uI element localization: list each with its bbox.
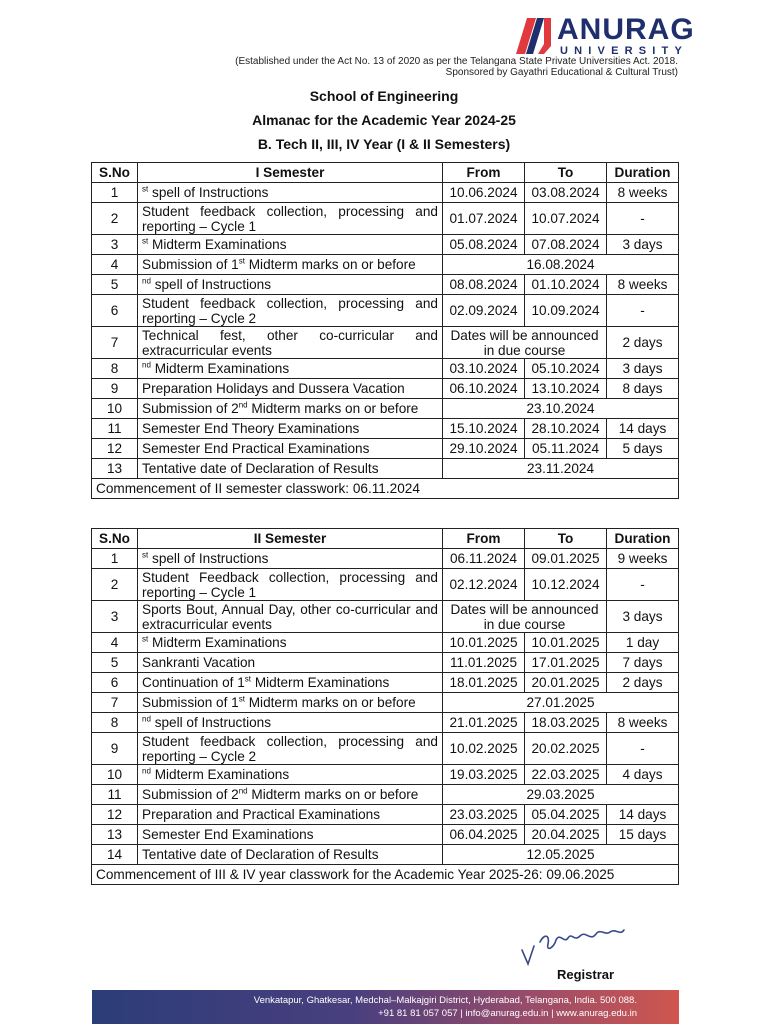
table-row <box>92 765 679 785</box>
row-from: 29.10.2024 <box>443 439 525 459</box>
col-to: To <box>525 529 607 549</box>
row-description: Sankranti Vacation <box>138 653 443 673</box>
row-duration: 8 weeks <box>607 275 679 295</box>
row-from: 19.03.2025 <box>443 765 525 785</box>
row-duration: 8 days <box>607 379 679 399</box>
table-row <box>92 439 679 459</box>
row-sno: 5 <box>92 653 138 673</box>
logo-name: ANURAG <box>557 13 695 46</box>
ordinal-suffix: nd <box>142 276 151 286</box>
footer-address: Venkatapur, Ghatkesar, Medchal–Malkajgiri District, Hyderabad, Telangana, India. 500 088. <box>253 995 637 1006</box>
row-sno: 4 <box>92 633 138 653</box>
desc-text: Midterm marks on or before <box>248 257 416 272</box>
row-duration: 7 days <box>607 653 679 673</box>
established-line: (Established under the Act No. 13 of 2020 as per the Telangana State Private Universities Act. 2018. <box>235 56 678 67</box>
row-to: 20.01.2025 <box>525 673 607 693</box>
table-row <box>92 327 679 359</box>
row-description <box>138 275 443 295</box>
desc-text: spell of Instructions <box>152 551 269 566</box>
establishment-note <box>158 56 678 78</box>
row-from: 06.11.2024 <box>443 549 525 569</box>
row-description <box>138 785 443 805</box>
col-duration: Duration <box>607 163 679 183</box>
ordinal-suffix: st <box>244 674 252 684</box>
semester-2-table <box>91 528 679 885</box>
row-dates-note: Dates will be announced in due course <box>443 327 607 359</box>
row-sno: 8 <box>92 359 138 379</box>
row-sno: 4 <box>92 255 138 275</box>
row-from: 15.10.2024 <box>443 419 525 439</box>
ordinal-suffix: st <box>142 236 149 246</box>
row-description <box>138 255 443 275</box>
ordinal-suffix: nd <box>142 714 151 724</box>
row-from: 11.01.2025 <box>443 653 525 673</box>
row-description: Semester End Examinations <box>138 825 443 845</box>
ordinal-suffix: nd <box>238 400 248 410</box>
semester-1-table <box>91 162 679 499</box>
row-from: 02.09.2024 <box>443 295 525 327</box>
table-row <box>92 459 679 479</box>
table-row <box>92 379 679 399</box>
desc-text: Midterm Examinations <box>254 675 390 690</box>
row-description: Sports Bout, Annual Day, other co-curricular and extracurricular events <box>138 601 443 633</box>
row-duration: - <box>607 569 679 601</box>
row-duration: - <box>607 203 679 235</box>
desc-text: Midterm marks on or before <box>251 787 419 802</box>
table-row <box>92 275 679 295</box>
row-to: 10.07.2024 <box>525 203 607 235</box>
row-date: 16.08.2024 <box>443 255 679 275</box>
desc-text: spell of Instructions <box>154 715 272 730</box>
col-sno: S.No <box>92 163 138 183</box>
row-duration: 2 days <box>607 673 679 693</box>
row-sno: 12 <box>92 439 138 459</box>
logo-sub: UNIVERSITY <box>560 45 689 57</box>
desc-prefix: Continuation of 1 <box>142 675 245 690</box>
desc-text: Midterm Examinations <box>152 237 287 252</box>
desc-prefix: Submission of 1 <box>142 257 239 272</box>
ordinal-suffix: nd <box>142 766 151 776</box>
registrar-signature <box>520 912 670 972</box>
table-row <box>92 633 679 653</box>
table-row <box>92 399 679 419</box>
row-to: 01.10.2024 <box>525 275 607 295</box>
row-date: 23.10.2024 <box>443 399 679 419</box>
table-header-row <box>92 163 679 183</box>
row-description: Preparation and Practical Examinations <box>138 805 443 825</box>
row-sno: 6 <box>92 673 138 693</box>
desc-prefix: Submission of 2 <box>142 401 239 416</box>
ordinal-suffix: st <box>142 634 149 644</box>
row-from: 10.02.2025 <box>443 733 525 765</box>
row-sno: 11 <box>92 785 138 805</box>
table-row <box>92 203 679 235</box>
row-description <box>138 713 443 733</box>
ordinal-suffix: nd <box>142 360 151 370</box>
row-dates-note: Dates will be announced in due course <box>443 601 607 633</box>
row-duration: 3 days <box>607 601 679 633</box>
row-description: Semester End Theory Examinations <box>138 419 443 439</box>
row-from: 06.04.2025 <box>443 825 525 845</box>
col-semester: II Semester <box>138 529 443 549</box>
table-row <box>92 255 679 275</box>
row-duration: 8 weeks <box>607 183 679 203</box>
col-semester: I Semester <box>138 163 443 183</box>
row-duration: 15 days <box>607 825 679 845</box>
row-description <box>138 399 443 419</box>
ordinal-suffix: st <box>142 184 149 194</box>
row-duration: 3 days <box>607 235 679 255</box>
row-from: 08.08.2024 <box>443 275 525 295</box>
row-duration: - <box>607 295 679 327</box>
table-row <box>92 693 679 713</box>
desc-text: Midterm Examinations <box>154 767 290 782</box>
table-row <box>92 601 679 633</box>
row-to: 17.01.2025 <box>525 653 607 673</box>
commencement-note: Commencement of III & IV year classwork for the Academic Year 2025-26: 09.06.2025 <box>92 865 679 885</box>
row-sno: 10 <box>92 399 138 419</box>
row-to: 05.04.2025 <box>525 805 607 825</box>
table-row <box>92 549 679 569</box>
table-row <box>92 713 679 733</box>
row-to: 10.09.2024 <box>525 295 607 327</box>
row-sno: 3 <box>92 235 138 255</box>
row-duration: 3 days <box>607 359 679 379</box>
row-description: Student feedback collection, processing and reporting – Cycle 2 <box>138 733 443 765</box>
row-sno: 5 <box>92 275 138 295</box>
row-from: 05.08.2024 <box>443 235 525 255</box>
desc-prefix: Submission of 2 <box>142 787 239 802</box>
row-sno: 2 <box>92 569 138 601</box>
row-description: Student feedback collection, processing and reporting – Cycle 1 <box>138 203 443 235</box>
table-row <box>92 845 679 865</box>
row-duration: 5 days <box>607 439 679 459</box>
row-sno: 13 <box>92 825 138 845</box>
row-to: 10.01.2025 <box>525 633 607 653</box>
col-sno: S.No <box>92 529 138 549</box>
desc-prefix: Submission of 1 <box>142 695 239 710</box>
row-description <box>138 765 443 785</box>
row-from: 01.07.2024 <box>443 203 525 235</box>
school-title: School of Engineering <box>309 88 459 104</box>
row-from: 23.03.2025 <box>443 805 525 825</box>
row-description <box>138 359 443 379</box>
row-date: 12.05.2025 <box>443 845 679 865</box>
col-duration: Duration <box>607 529 679 549</box>
footer-contact: +91 81 81 057 057 | info@anurag.edu.in | www.anurag.edu.in <box>378 1008 637 1019</box>
row-to: 13.10.2024 <box>525 379 607 399</box>
row-sno: 1 <box>92 549 138 569</box>
table-footer-row <box>92 479 679 499</box>
row-to: 20.02.2025 <box>525 733 607 765</box>
desc-text: Midterm Examinations <box>152 635 287 650</box>
row-sno: 14 <box>92 845 138 865</box>
row-from: 06.10.2024 <box>443 379 525 399</box>
row-description <box>138 235 443 255</box>
row-from: 21.01.2025 <box>443 713 525 733</box>
desc-text: Midterm Examinations <box>154 361 290 376</box>
program-title: B. Tech II, III, IV Year (I & II Semesters) <box>257 136 511 152</box>
row-sno: 8 <box>92 713 138 733</box>
row-sno: 12 <box>92 805 138 825</box>
row-sno: 13 <box>92 459 138 479</box>
row-sno: 2 <box>92 203 138 235</box>
row-sno: 7 <box>92 693 138 713</box>
row-duration: 9 weeks <box>607 549 679 569</box>
row-sno: 7 <box>92 327 138 359</box>
row-to: 28.10.2024 <box>525 419 607 439</box>
row-sno: 10 <box>92 765 138 785</box>
desc-text: spell of Instructions <box>154 277 272 292</box>
row-duration: 2 days <box>607 327 679 359</box>
row-description: Student Feedback collection, processing and reporting – Cycle 1 <box>138 569 443 601</box>
row-date: 29.03.2025 <box>443 785 679 805</box>
row-duration: - <box>607 733 679 765</box>
col-to: To <box>525 163 607 183</box>
row-duration: 1 day <box>607 633 679 653</box>
table-header-row <box>92 529 679 549</box>
row-to: 05.10.2024 <box>525 359 607 379</box>
row-to: 10.12.2024 <box>525 569 607 601</box>
row-description <box>138 183 443 203</box>
row-to: 20.04.2025 <box>525 825 607 845</box>
row-description <box>138 633 443 653</box>
row-sno: 6 <box>92 295 138 327</box>
table-row <box>92 825 679 845</box>
registrar-title: Registrar <box>557 967 615 982</box>
row-duration: 14 days <box>607 805 679 825</box>
row-from: 10.01.2025 <box>443 633 525 653</box>
row-description <box>138 693 443 713</box>
row-date: 23.11.2024 <box>443 459 679 479</box>
row-to: 03.08.2024 <box>525 183 607 203</box>
row-sno: 11 <box>92 419 138 439</box>
table-row <box>92 359 679 379</box>
row-sno: 9 <box>92 379 138 399</box>
row-duration: 8 weeks <box>607 713 679 733</box>
row-to: 05.11.2024 <box>525 439 607 459</box>
row-description <box>138 673 443 693</box>
row-to: 07.08.2024 <box>525 235 607 255</box>
row-sno: 9 <box>92 733 138 765</box>
ordinal-suffix: st <box>238 256 245 266</box>
row-to: 22.03.2025 <box>525 765 607 785</box>
table-row <box>92 733 679 765</box>
row-to: 18.03.2025 <box>525 713 607 733</box>
row-description: Technical fest, other co-curricular and extracurricular events <box>138 327 443 359</box>
row-duration: 14 days <box>607 419 679 439</box>
ordinal-suffix: st <box>238 694 245 704</box>
table-row <box>92 569 679 601</box>
table-row <box>92 235 679 255</box>
logo-mark-icon <box>514 16 552 56</box>
table-row <box>92 673 679 693</box>
table-row <box>92 183 679 203</box>
ordinal-suffix: nd <box>238 786 248 796</box>
col-from: From <box>443 163 525 183</box>
commencement-note: Commencement of II semester classwork: 06.11.2024 <box>92 479 679 499</box>
row-description: Tentative date of Declaration of Results <box>138 845 443 865</box>
row-sno: 3 <box>92 601 138 633</box>
ordinal-suffix: st <box>142 550 149 560</box>
col-from: From <box>443 529 525 549</box>
table-row <box>92 295 679 327</box>
row-from: 10.06.2024 <box>443 183 525 203</box>
row-from: 03.10.2024 <box>443 359 525 379</box>
table-row <box>92 419 679 439</box>
desc-text: Midterm marks on or before <box>251 401 419 416</box>
row-date: 27.01.2025 <box>443 693 679 713</box>
university-logo <box>514 13 695 58</box>
desc-text: Midterm marks on or before <box>248 695 416 710</box>
row-description: Semester End Practical Examinations <box>138 439 443 459</box>
row-duration: 4 days <box>607 765 679 785</box>
sponsored-line: Sponsored by Gayathri Educational & Cultural Trust) <box>445 67 678 78</box>
table-row <box>92 785 679 805</box>
table-footer-row <box>92 865 679 885</box>
row-description: Tentative date of Declaration of Results <box>138 459 443 479</box>
table-row <box>92 805 679 825</box>
row-sno: 1 <box>92 183 138 203</box>
desc-text: spell of Instructions <box>152 185 269 200</box>
row-from: 02.12.2024 <box>443 569 525 601</box>
almanac-title: Almanac for the Academic Year 2024-25 <box>252 112 516 128</box>
footer-banner <box>92 990 679 1024</box>
row-description: Preparation Holidays and Dussera Vacation <box>138 379 443 399</box>
row-description: Student feedback collection, processing and reporting – Cycle 2 <box>138 295 443 327</box>
row-to: 09.01.2025 <box>525 549 607 569</box>
table-row <box>92 653 679 673</box>
row-description <box>138 549 443 569</box>
row-from: 18.01.2025 <box>443 673 525 693</box>
